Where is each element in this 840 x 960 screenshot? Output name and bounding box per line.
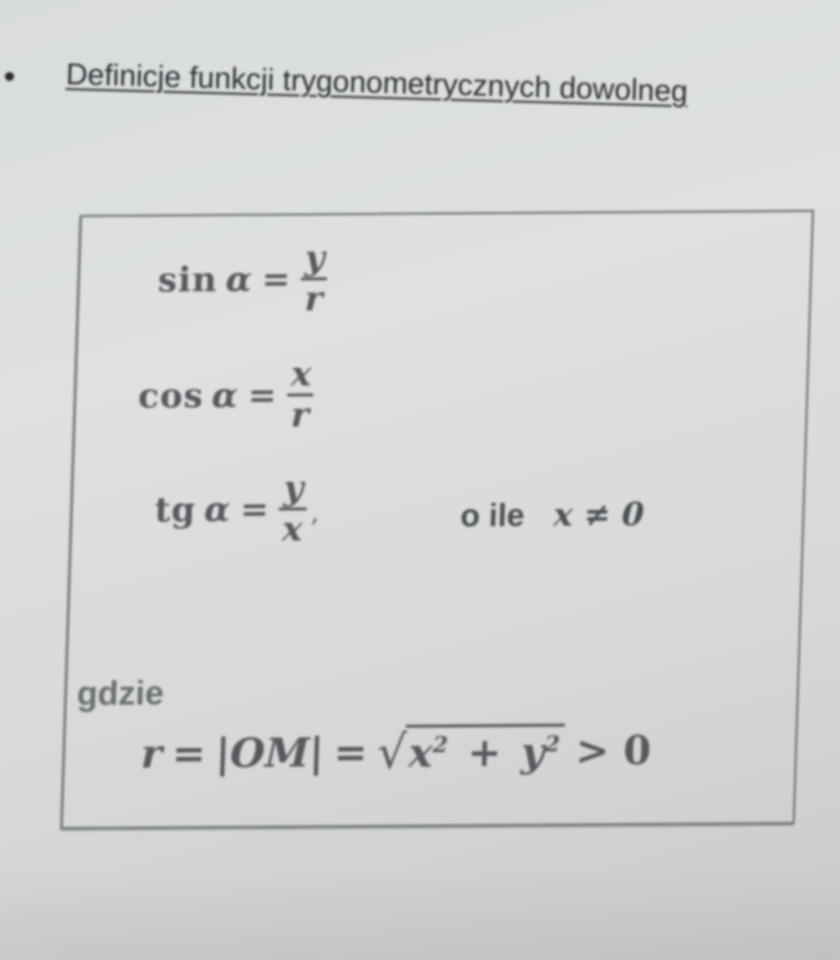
radicand — [404, 724, 565, 777]
condition-expression: x ≠ 0 — [553, 495, 645, 534]
sin-angle: α — [225, 259, 253, 300]
tg-denominator: x — [278, 507, 308, 546]
radicand-x: x — [407, 729, 434, 777]
positive-condition: > 0 — [575, 726, 652, 775]
square-root — [377, 724, 565, 779]
condition-text: o ile — [459, 496, 526, 534]
radius-equals-1: = — [171, 729, 207, 777]
cos-angle: α — [211, 375, 239, 416]
tg-angle: α — [203, 489, 231, 530]
tg-function-label: tg — [154, 489, 197, 530]
sin-numerator: y — [304, 238, 326, 279]
tg-condition — [460, 495, 645, 534]
om-length: |OM| — [214, 728, 325, 777]
bullet-icon — [5, 72, 14, 81]
radical-sign-icon: √ — [376, 724, 408, 779]
radius-symbol: r — [140, 729, 163, 778]
sin-denominator: r — [300, 277, 327, 316]
cos-equals: = — [247, 375, 278, 416]
tg-definition — [154, 468, 321, 550]
sin-function-label: sin — [157, 259, 219, 300]
radicand-x-exponent: 2 — [432, 732, 449, 759]
section-heading: Definicje funkcji trygonometrycznych dowolneg — [65, 58, 689, 109]
page-shadow — [0, 870, 840, 960]
cos-definition — [137, 354, 316, 436]
tg-fraction — [278, 468, 309, 550]
radius-definition — [140, 723, 652, 781]
cos-function-label: cos — [137, 375, 205, 417]
cos-numerator: x — [290, 354, 313, 395]
tg-numerator: y — [283, 468, 305, 509]
radicand-plus: + — [467, 729, 503, 777]
radius-equals-2: = — [333, 728, 369, 776]
where-label: gdzie — [76, 674, 165, 714]
radicand-y: y — [520, 728, 546, 776]
definition-box — [61, 210, 814, 829]
tg-comma: , — [310, 498, 320, 529]
cos-fraction — [285, 354, 316, 436]
sin-fraction — [299, 238, 329, 320]
sin-definition — [157, 238, 330, 320]
sin-equals: = — [261, 259, 292, 300]
radicand-y-exponent: 2 — [544, 731, 561, 758]
tg-equals: = — [239, 489, 270, 530]
cos-denominator: r — [286, 393, 313, 432]
